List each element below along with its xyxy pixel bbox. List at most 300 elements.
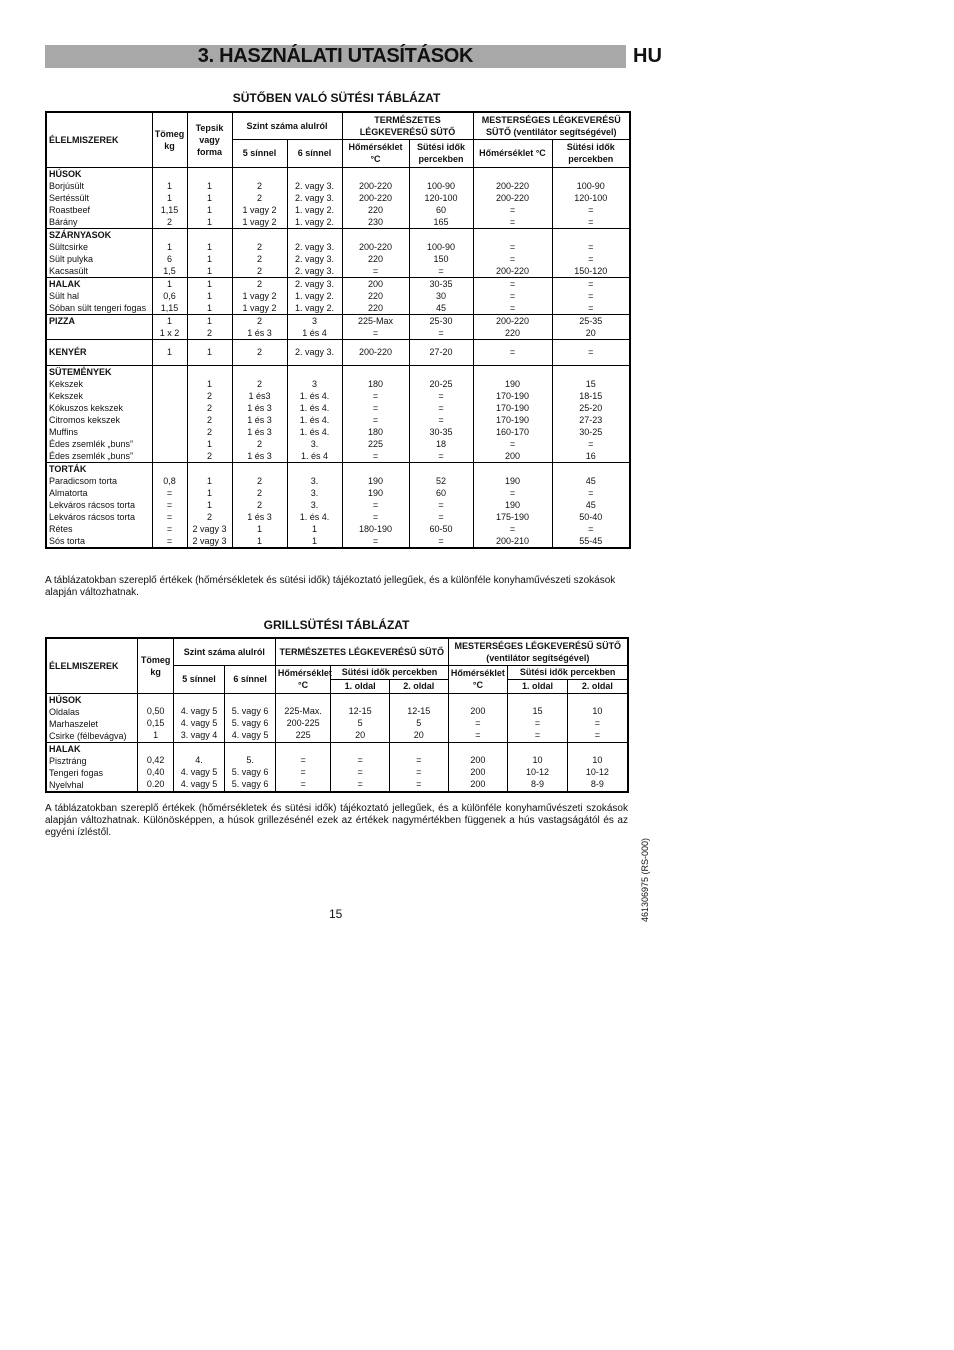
col-6-rails: 6 sínnel	[287, 139, 342, 167]
col-tray: Tepsik vagy forma	[187, 112, 232, 167]
cell-value: 30-35	[429, 426, 453, 437]
cell-value: 200-220	[358, 180, 393, 191]
cell-value: 200-220	[495, 180, 530, 191]
value-cell-weight	[152, 314, 187, 339]
cell-value: 3.	[310, 499, 319, 510]
cell-value: 1	[206, 290, 212, 301]
value-cell-r5	[173, 693, 225, 742]
cell-value: 1	[206, 487, 212, 498]
cell-value: =	[588, 523, 594, 534]
cell-value: 2	[256, 253, 262, 264]
col-fan-oven: MESTERSÉGES LÉGKEVERÉSŰ SÜTŐ (ventilátor segítségével)	[473, 112, 630, 139]
cell-value: Kacsasült	[49, 265, 89, 276]
cell-value: =	[594, 717, 601, 728]
cell-value: 1. és 4.	[299, 414, 330, 425]
cell-value: 12-15	[407, 705, 431, 716]
cell-value: 2	[256, 265, 262, 276]
cell-value: 2	[256, 180, 262, 191]
cell-value: 200	[367, 278, 384, 289]
food-cell	[46, 742, 138, 792]
cell-value	[155, 402, 185, 414]
value-cell-b1	[389, 693, 448, 742]
blank-line	[345, 366, 407, 378]
cell-value: =	[509, 241, 516, 252]
cell-value: 120-100	[574, 192, 608, 203]
cell-value: Citromos kekszek	[49, 414, 121, 425]
cell-value: =	[357, 778, 363, 789]
cell-value: 2 vagy 3	[192, 523, 227, 534]
cell-value: 2. vagy 3.	[294, 253, 335, 264]
cell-value: Rétes	[49, 523, 73, 534]
cell-value: =	[438, 450, 444, 461]
cell-value: 18-15	[579, 390, 603, 401]
cell-value: =	[534, 717, 541, 728]
food-cell	[46, 314, 152, 339]
cell-value: 45	[435, 302, 446, 313]
cell-value: 5. vagy 6	[231, 717, 269, 728]
cell-value: 1	[206, 347, 212, 357]
value-cell-m1	[409, 462, 473, 548]
value-cell-b2	[567, 742, 628, 792]
cell-value: 1,15	[160, 302, 179, 313]
cell-value: =	[166, 487, 173, 498]
oven-baking-table	[45, 111, 631, 549]
cell-value: 1	[206, 204, 212, 215]
cell-value: 230	[367, 216, 384, 227]
value-cell-r5	[173, 742, 225, 792]
food-cell	[46, 462, 152, 548]
food-group-name: TORTÁK	[49, 463, 87, 474]
cell-value: 2	[256, 499, 262, 510]
cell-value: 190	[367, 475, 384, 486]
cell-value: 1. és 4.	[299, 426, 330, 437]
document-code: 461306975 (RS-000)	[640, 837, 650, 922]
cell-value: 2	[166, 216, 172, 227]
value-cell-tray	[187, 339, 232, 365]
cell-value: 2	[256, 438, 262, 449]
food-group-name: HÚSOK	[49, 168, 82, 179]
cell-value: 1. vagy 2.	[294, 290, 335, 301]
grill-table	[45, 637, 629, 793]
cell-value: 100-90	[426, 180, 456, 191]
cell-value: 1	[206, 499, 212, 510]
value-cell-a1	[331, 742, 390, 792]
cell-value: =	[372, 414, 379, 425]
cell-value: 1 vagy 2	[242, 216, 277, 227]
cell-value: =	[588, 278, 594, 289]
col-level: Szint száma alulról	[232, 112, 342, 139]
cell-value: Oldalas	[49, 706, 80, 717]
blank-line	[412, 168, 471, 180]
cell-value: =	[588, 253, 594, 264]
col-temp: Hőmérséklet °C	[342, 139, 409, 167]
cell-value: 1 és3	[248, 390, 271, 401]
cell-value: 180-190	[358, 523, 393, 534]
cell-value: 1. és 4	[300, 450, 329, 461]
blank-line	[155, 463, 185, 475]
g-col-fan-oven	[448, 638, 628, 665]
cell-value: =	[166, 499, 173, 510]
value-cell-r5	[232, 277, 287, 314]
cell-value: =	[588, 290, 594, 301]
cell-value: 220	[367, 253, 384, 264]
cell-value: 1	[166, 241, 172, 252]
cell-value: 20-25	[429, 378, 453, 389]
cell-value: 1. és 4.	[299, 402, 330, 413]
g-col-food: ÉLELMISZEREK	[46, 638, 138, 693]
value-cell-b1	[389, 742, 448, 792]
blank-line	[190, 229, 230, 241]
cell-value: Sós torta	[49, 535, 86, 546]
value-cell-weight	[152, 167, 187, 228]
blank-line	[190, 463, 230, 475]
cell-value: 2	[206, 327, 212, 338]
cell-value: 10-12	[526, 766, 550, 777]
cell-value: 1 vagy 2	[242, 204, 277, 215]
g-col-side1: 1. oldal	[331, 679, 390, 693]
cell-value: 170-190	[495, 414, 530, 425]
value-cell-r6	[287, 462, 342, 548]
value-cell-r5	[232, 339, 287, 365]
cell-value: 200	[470, 754, 486, 765]
cell-value: 3	[311, 378, 317, 389]
cell-value: 4.	[195, 754, 203, 765]
value-cell-t1	[342, 167, 409, 228]
cell-value: 0,15	[146, 717, 165, 728]
cell-value: 1 és 3	[247, 414, 272, 425]
cell-value: 10	[592, 754, 603, 765]
cell-value: =	[357, 766, 363, 777]
cell-value: 10	[532, 754, 543, 765]
cell-value: 200	[470, 705, 486, 716]
food-group-name: HALAK	[49, 278, 81, 289]
blank-line	[412, 366, 471, 378]
cell-value: 1	[206, 253, 212, 264]
blank-line	[555, 463, 628, 475]
cell-value: 2. vagy 3.	[294, 265, 335, 276]
value-cell-t1	[342, 277, 409, 314]
value-cell-a2	[508, 742, 568, 792]
value-cell-r5	[232, 365, 287, 462]
value-cell-a2	[508, 693, 568, 742]
cell-value: 170-190	[495, 390, 530, 401]
cell-value: =	[416, 754, 422, 765]
cell-value: 5. vagy 6	[231, 705, 269, 716]
cell-value: 1. és 4.	[299, 511, 330, 522]
cell-value: 190	[504, 475, 521, 486]
blank-line	[345, 168, 407, 180]
cell-value: 2	[206, 414, 212, 425]
cell-value: =	[300, 754, 306, 765]
cell-value: 45	[585, 499, 596, 510]
cell-value: 1 és 3	[247, 402, 272, 413]
cell-value: =	[166, 535, 173, 546]
cell-value: 2. vagy 3.	[294, 180, 335, 191]
value-cell-m2	[552, 167, 630, 228]
cell-value: 1 és 3	[247, 511, 272, 522]
cell-value: =	[372, 327, 379, 338]
value-cell-r5	[232, 462, 287, 548]
cell-value: 120-100	[424, 192, 458, 203]
cell-value: 1	[256, 523, 262, 534]
cell-value: 200	[504, 450, 521, 461]
cell-value: 1	[206, 265, 212, 276]
cell-value: 1	[206, 192, 212, 203]
cell-value: 150-120	[574, 265, 608, 276]
cell-value: 1	[206, 315, 212, 326]
cell-value: 0,8	[163, 475, 176, 486]
value-cell-t1	[342, 462, 409, 548]
cell-value: 3.	[310, 475, 319, 486]
table-row	[46, 277, 630, 314]
cell-value: 10-12	[585, 766, 609, 777]
cell-value: =	[509, 204, 516, 215]
cell-value: 55-45	[579, 535, 603, 546]
g-col-6-rails: 6 sínnel	[225, 665, 276, 693]
g-col-natural-oven: TERMÉSZETES LÉGKEVERÉSŰ SÜTŐ	[275, 638, 448, 665]
cell-value: 2. vagy 3.	[294, 278, 335, 289]
value-cell-r5	[232, 167, 287, 228]
cell-value: 0,6	[163, 290, 176, 301]
cell-value: 3. vagy 4	[180, 729, 218, 740]
cell-value	[155, 378, 185, 390]
g-fan-title: MESTERSÉGES LÉGKEVERÉSŰ SÜTŐ	[454, 640, 622, 651]
value-cell-t2	[473, 228, 552, 277]
cell-value: =	[300, 778, 306, 789]
col-time-fan: Sütési idők percekben	[552, 139, 630, 167]
cell-value: 1 és 3	[247, 426, 272, 437]
value-cell-weight	[138, 742, 173, 792]
cell-value: =	[509, 302, 516, 313]
cell-value: 1	[206, 216, 212, 227]
cell-value: 2	[256, 315, 262, 326]
cell-value: =	[509, 253, 516, 264]
food-cell	[46, 277, 152, 314]
cell-value: =	[588, 216, 594, 227]
cell-value: Édes zsemlék „buns”	[49, 450, 134, 461]
cell-value: =	[438, 499, 444, 510]
cell-value: 60-50	[429, 523, 453, 534]
cell-value: =	[357, 754, 363, 765]
g-col-5-rails: 5 sínnel	[173, 665, 225, 693]
cell-value: 1	[166, 180, 172, 191]
cell-value: Édes zsemlék „buns”	[49, 438, 134, 449]
value-cell-weight	[152, 462, 187, 548]
cell-value: 1. vagy 2.	[294, 204, 335, 215]
cell-value: 200-210	[495, 535, 530, 546]
food-cell	[46, 365, 152, 462]
value-cell-r6	[287, 228, 342, 277]
cell-value: 1	[311, 535, 317, 546]
cell-value: 3	[311, 315, 317, 326]
cell-value: =	[416, 778, 422, 789]
cell-value: 1	[166, 278, 172, 289]
cell-value	[155, 426, 185, 438]
cell-value: Lekváros rácsos torta	[49, 511, 136, 522]
blank-line	[155, 366, 185, 378]
cell-value: 4. vagy 5	[180, 766, 218, 777]
value-cell-r6	[287, 314, 342, 339]
value-cell-m1	[409, 339, 473, 365]
value-cell-t2	[473, 277, 552, 314]
cell-value: 200-220	[495, 192, 530, 203]
value-cell-t2	[448, 693, 508, 742]
cell-value: 1,15	[160, 204, 179, 215]
col-food: ÉLELMISZEREK	[46, 112, 152, 167]
cell-value: 1 és 3	[247, 327, 272, 338]
blank-line	[345, 463, 407, 475]
value-cell-m1	[409, 277, 473, 314]
cell-value: 12-15	[348, 705, 372, 716]
value-cell-r6	[225, 742, 276, 792]
cell-value: Sültcsirke	[49, 241, 89, 252]
g-fan-subtitle: (ventilátor segítségével)	[486, 652, 590, 663]
value-cell-r6	[287, 167, 342, 228]
food-group-name: PIZZA	[49, 315, 75, 326]
cell-value: =	[438, 511, 444, 522]
cell-value: 1	[311, 523, 317, 534]
cell-value: Kekszek	[49, 390, 84, 401]
cell-value: 4. vagy 5	[231, 729, 269, 740]
food-group-name: SZÁRNYASOK	[49, 229, 112, 240]
cell-value: =	[372, 265, 379, 276]
value-cell-t2	[473, 167, 552, 228]
value-cell-m1	[409, 365, 473, 462]
cell-value: 52	[435, 475, 446, 486]
cell-value: =	[372, 499, 379, 510]
value-cell-m2	[552, 277, 630, 314]
cell-value: Nyelvhal	[49, 779, 84, 790]
cell-value: =	[509, 278, 516, 289]
cell-value: 1	[206, 180, 212, 191]
value-cell-t1	[342, 339, 409, 365]
cell-value: =	[534, 729, 541, 740]
value-cell-tray	[187, 228, 232, 277]
cell-value	[155, 390, 185, 402]
value-cell-t1	[275, 693, 331, 742]
food-cell	[46, 339, 152, 365]
cell-value: 1	[166, 315, 172, 326]
blank-line	[555, 168, 628, 180]
cell-value: 3.	[310, 487, 319, 498]
value-cell-m1	[409, 167, 473, 228]
col-5-rails: 5 sínnel	[232, 139, 287, 167]
cell-value: 225-Max	[357, 315, 393, 326]
cell-value: 1 vagy 2	[242, 290, 277, 301]
cell-value: 1	[206, 302, 212, 313]
cell-value: =	[509, 216, 516, 227]
cell-value: =	[372, 450, 379, 461]
value-cell-tray	[187, 462, 232, 548]
value-cell-m2	[552, 314, 630, 339]
cell-value: Csirke (félbevágva)	[49, 730, 127, 741]
blank-line	[155, 168, 185, 180]
cell-value: 1. vagy 2.	[294, 216, 335, 227]
cell-value: 100-90	[426, 241, 456, 252]
value-cell-t1	[342, 314, 409, 339]
cell-value: =	[372, 535, 379, 546]
cell-value: 2	[206, 511, 212, 522]
value-cell-t1	[342, 365, 409, 462]
cell-value: 190	[504, 499, 521, 510]
value-cell-m2	[552, 462, 630, 548]
cell-value: 30	[435, 290, 446, 301]
cell-value: =	[438, 414, 444, 425]
blank-line	[476, 229, 550, 241]
blank-line	[555, 366, 628, 378]
cell-value: 25-20	[579, 402, 603, 413]
cell-value: =	[509, 347, 516, 357]
cell-value: 1	[206, 241, 212, 252]
cell-value: Kókuszos kekszek	[49, 402, 124, 413]
cell-value: =	[588, 241, 594, 252]
cell-value: 2	[256, 347, 262, 357]
value-cell-tray	[187, 314, 232, 339]
blank-line	[290, 168, 340, 180]
food-group-name: HÚSOK	[49, 694, 82, 705]
cell-value: 175-190	[495, 511, 530, 522]
cell-value: 1	[206, 475, 212, 486]
blank-line	[235, 168, 285, 180]
cell-value: 2	[256, 475, 262, 486]
value-cell-r6	[287, 365, 342, 462]
col-temp-fan: Hőmérséklet °C	[473, 139, 552, 167]
food-cell	[46, 693, 138, 742]
blank-line	[412, 229, 471, 241]
cell-value: 200-220	[495, 315, 530, 326]
cell-value: 18	[435, 438, 446, 449]
cell-value: 60	[435, 204, 446, 215]
cell-value: 170-190	[495, 402, 530, 413]
food-group-name: HALAK	[49, 743, 81, 754]
cell-value: 5. vagy 6	[231, 766, 269, 777]
value-cell-r5	[232, 228, 287, 277]
cell-value: 5. vagy 6	[231, 778, 269, 789]
blank-line	[345, 229, 407, 241]
cell-value: 1. és 4.	[299, 390, 330, 401]
value-cell-m2	[552, 365, 630, 462]
cell-value: =	[416, 766, 422, 777]
cell-value: 4. vagy 5	[180, 717, 218, 728]
cell-value: Muffins	[49, 426, 78, 437]
cell-value	[155, 414, 185, 426]
cell-value: Paradicsom torta	[49, 475, 118, 486]
cell-value: 200	[470, 778, 486, 789]
cell-value: 200-220	[495, 265, 530, 276]
grill-table-caption: GRILLSÜTÉSI TÁBLÁZAT	[263, 618, 410, 632]
cell-value: Tengeri fogas	[49, 767, 104, 778]
cell-value: =	[438, 390, 444, 401]
cell-value: =	[438, 265, 444, 276]
g-col-level: Szint száma alulról	[173, 638, 275, 665]
value-cell-tray	[187, 277, 232, 314]
cell-value: =	[438, 327, 444, 338]
cell-value: 2	[256, 278, 262, 289]
page-number: 15	[329, 907, 343, 921]
cell-value: =	[372, 390, 379, 401]
cell-value: 220	[504, 327, 521, 338]
cell-value: Pisztráng	[49, 755, 87, 766]
table-row	[46, 742, 628, 792]
cell-value: 2. vagy 3.	[294, 241, 335, 252]
blank-line	[190, 168, 230, 180]
blank-line	[155, 229, 185, 241]
cell-value: 1 és 3	[247, 450, 272, 461]
cell-value: 8-9	[590, 778, 604, 789]
cell-value: 15	[532, 705, 543, 716]
blank-line	[476, 463, 550, 475]
value-cell-r5	[232, 314, 287, 339]
